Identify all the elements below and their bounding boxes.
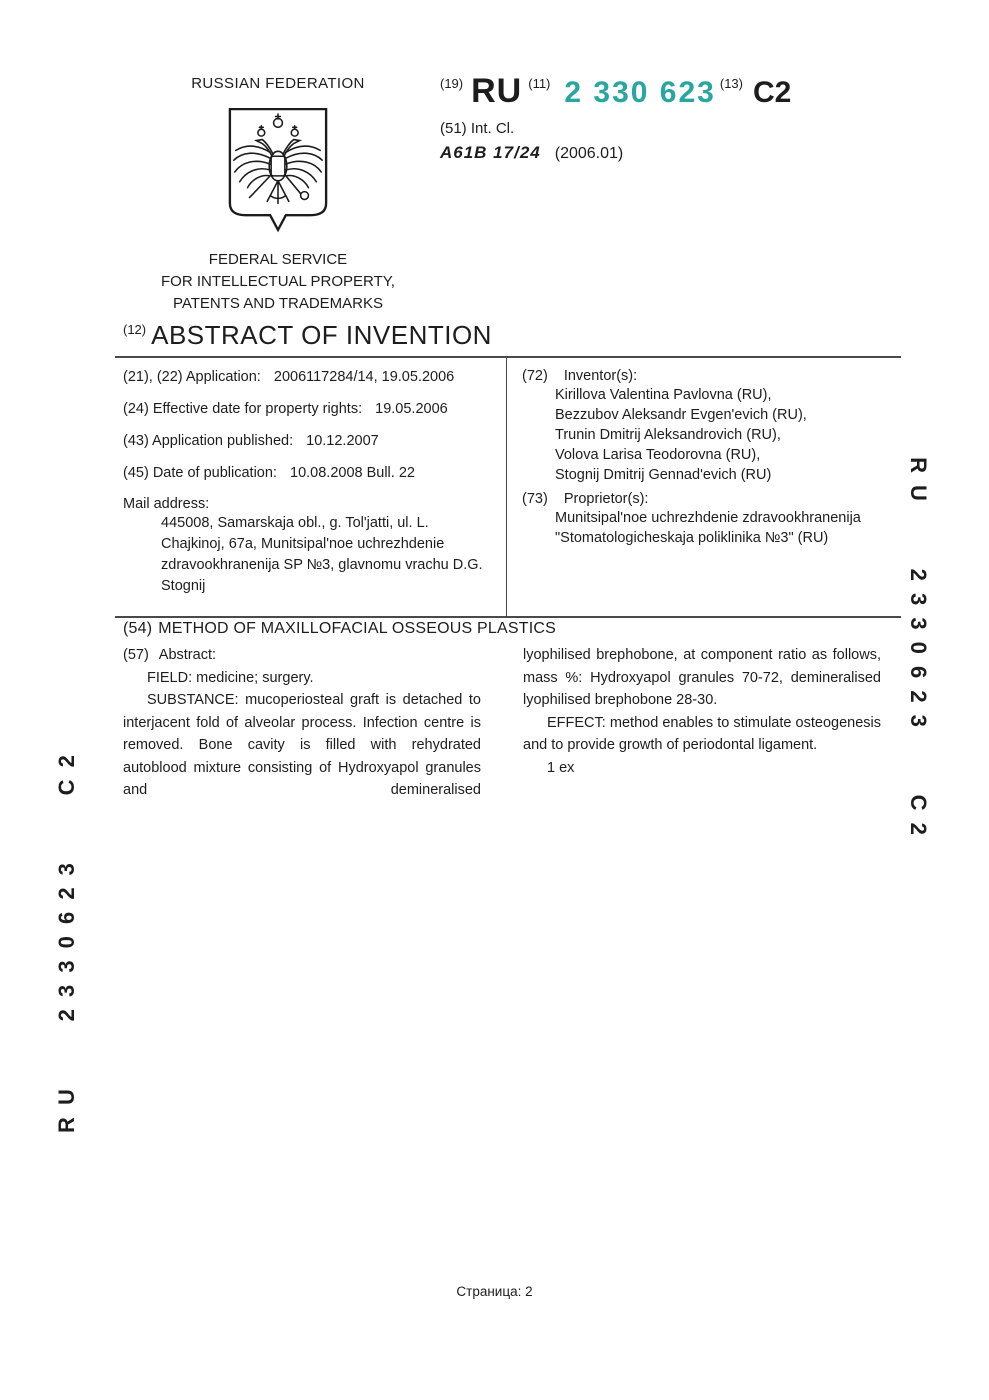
publication-date-code: (45) bbox=[123, 465, 149, 481]
inventor-name: Bezzubov Aleksandr Evgen'evich (RU), bbox=[555, 407, 807, 423]
inventor-name: Kirillova Valentina Pavlovna (RU), bbox=[555, 387, 772, 403]
proprietors-label-row bbox=[522, 491, 897, 507]
abstract-continuation-paragraph: lyophilised brephobone, at component ratio as follows, mass %: Hydroxyapol granules 70-72, demineralised lyophilised brephobone 28-30. bbox=[523, 647, 881, 708]
coat-of-arms bbox=[224, 105, 332, 237]
inventor-name: Trunin Dmitrij Aleksandrovich (RU), bbox=[555, 427, 781, 443]
published-value: 10.12.2007 bbox=[306, 433, 379, 449]
inventor-name: Stognij Dmitrij Gennad'evich (RU) bbox=[555, 467, 772, 483]
office-name bbox=[113, 249, 443, 315]
abstract-body bbox=[123, 644, 881, 802]
publication-number: 2 330 623 bbox=[564, 76, 716, 109]
biblio-left-column bbox=[115, 358, 506, 616]
russian-coat-of-arms-icon bbox=[224, 105, 332, 235]
proprietors-code: (73) bbox=[522, 491, 548, 507]
int-cl-version: (2006.01) bbox=[554, 145, 624, 162]
published-code: (43) bbox=[123, 433, 149, 449]
office-name-line1: FEDERAL SERVICE bbox=[208, 251, 348, 268]
effective-date-code: (24) bbox=[123, 401, 149, 417]
int-cl-label: (51) Int. Cl. bbox=[440, 120, 515, 137]
abstract-effect-paragraph: EFFECT: method enables to stimulate osteogenesis and to provide growth of periodontal ligament. bbox=[523, 714, 881, 753]
biblio-right-column bbox=[506, 358, 901, 616]
inventor-name: Volova Larisa Teodorovna (RU), bbox=[555, 447, 761, 463]
country-name: RUSSIAN FEDERATION bbox=[191, 75, 365, 92]
proprietors-text: Munitsipal'noe uchrezhdenie zdravookhranenija "Stomatologicheskaja poliklinika №3" (RU) bbox=[555, 510, 861, 546]
proprietors-label: Proprietor(s): bbox=[563, 491, 649, 507]
application-value: 2006117284/14, 19.05.2006 bbox=[273, 369, 455, 385]
office-name-line3: PATENTS AND TRADEMARKS bbox=[172, 295, 384, 312]
abstract-field-paragraph: FIELD: medicine; surgery. bbox=[147, 669, 314, 686]
mail-address-label: Mail address: bbox=[123, 496, 210, 512]
inventors-label-row bbox=[522, 368, 897, 384]
inventors-label: Inventor(s): bbox=[563, 368, 638, 384]
bibliographic-table bbox=[115, 358, 901, 616]
effective-date-value: 19.05.2006 bbox=[375, 401, 448, 417]
effective-date-label: Effective date for property rights: bbox=[152, 401, 363, 417]
inid-code-19: (19) bbox=[440, 76, 464, 91]
inid-code-11: (11) bbox=[528, 76, 551, 91]
abstract-left-column bbox=[123, 644, 481, 802]
left-margin-patent-id: RU 2330623 C2 bbox=[54, 743, 79, 1133]
inid-code-57: (57) bbox=[123, 647, 149, 663]
application-row bbox=[123, 368, 500, 387]
country-code: RU bbox=[471, 72, 523, 110]
right-margin-patent-id: RU 2330623 C2 bbox=[906, 457, 931, 847]
published-row bbox=[123, 432, 500, 451]
inid-code-12: (12) bbox=[123, 322, 147, 337]
office-name-line2: FOR INTELLECTUAL PROPERTY, bbox=[161, 273, 395, 290]
mail-address-text: 445008, Samarskaja obl., g. Tol'jatti, ul. L. Chajkinoj, 67a, Munitsipal'noe uchrezhdenie zdravookhranenija SP №3, glavnomu vrachu D.G. Stognij bbox=[161, 515, 483, 594]
invention-title: METHOD OF MAXILLOFACIAL OSSEOUS PLASTICS bbox=[158, 620, 556, 637]
page-number-footer: Страница: 2 bbox=[456, 1284, 533, 1299]
proprietors-block bbox=[522, 491, 897, 548]
application-label: Application: bbox=[185, 369, 261, 385]
abstract-right-column bbox=[523, 644, 881, 802]
horizontal-rule-bottom bbox=[115, 616, 901, 618]
inid-code-13: (13) bbox=[719, 76, 743, 91]
header-left-block bbox=[113, 75, 443, 315]
published-label: Application published: bbox=[152, 433, 294, 449]
inventors-code: (72) bbox=[522, 368, 548, 384]
publication-date-value: 10.08.2008 Bull. 22 bbox=[290, 465, 415, 481]
effective-date-row bbox=[123, 400, 500, 419]
application-code: (21), (22) bbox=[123, 369, 183, 385]
publication-number-line bbox=[440, 72, 910, 111]
publication-date-label: Date of publication: bbox=[152, 465, 277, 481]
header-right-block bbox=[440, 72, 910, 163]
int-cl-line bbox=[440, 143, 910, 163]
publication-date-row bbox=[123, 464, 500, 483]
abstract-label-row bbox=[123, 644, 481, 667]
abstract-heading-title: ABSTRACT OF INVENTION bbox=[151, 320, 492, 350]
inid-code-54: (54) bbox=[123, 620, 153, 637]
abstract-examples-note: 1 ex bbox=[547, 759, 575, 776]
invention-title-row bbox=[123, 620, 556, 638]
kind-code: C2 bbox=[752, 76, 792, 109]
abstract-substance-paragraph: SUBSTANCE: mucoperiosteal graft is detached to interjacent fold of alveolar process. Infection centre is removed. Bone cavity is filled with rehydrated autoblood mixture consisting of Hydroxyapol granules and demineralised bbox=[123, 692, 481, 798]
abstract-label: Abstract: bbox=[158, 647, 217, 663]
int-cl-value: A61B 17/24 bbox=[440, 143, 541, 162]
abstract-heading bbox=[123, 320, 492, 351]
